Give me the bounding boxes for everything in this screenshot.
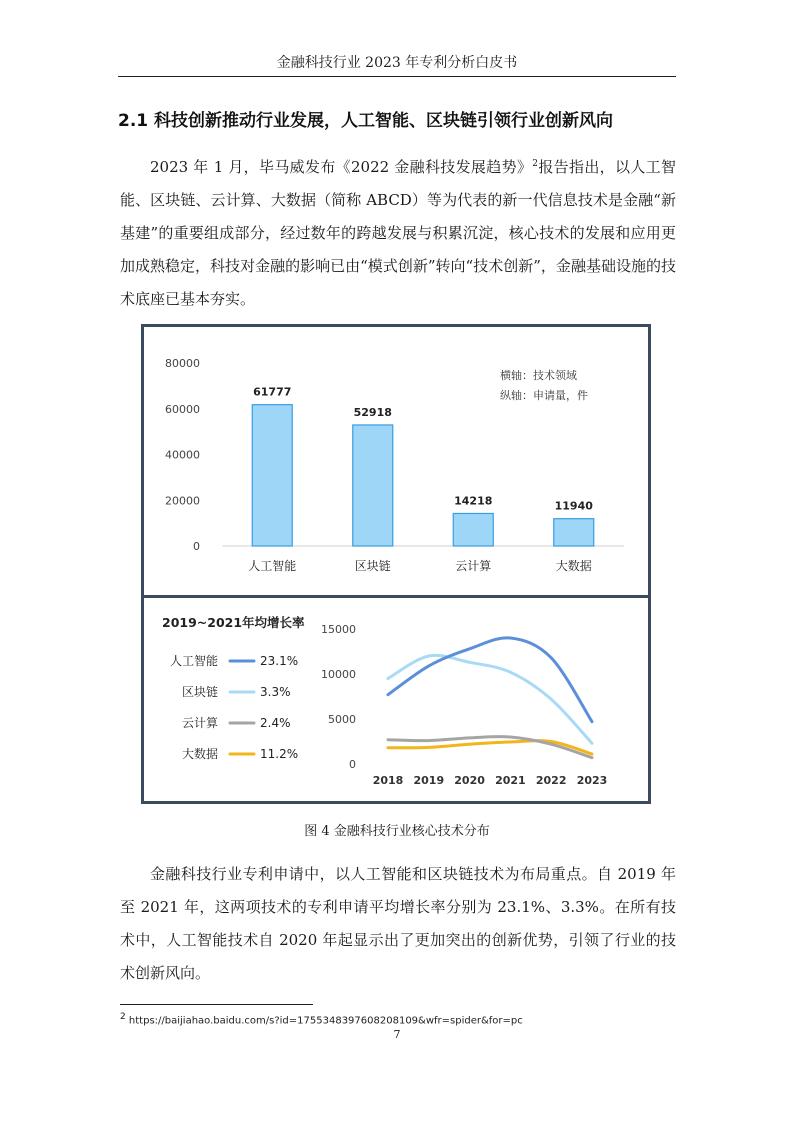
bar-chart xyxy=(144,327,648,593)
bar-category-label: 人工智能 xyxy=(248,559,297,573)
legend-series-name: 人工智能 xyxy=(169,654,218,668)
header-rule xyxy=(118,76,676,77)
bar-y-tick-label: 80000 xyxy=(165,357,200,370)
bar-1 xyxy=(252,405,292,546)
paragraph-intro xyxy=(120,148,676,316)
bar-3 xyxy=(453,513,493,546)
bar-annotation-x: 横轴：技术领域 xyxy=(500,369,577,382)
line-x-tick-label: 2020 xyxy=(454,774,485,787)
bar-y-tick-label: 20000 xyxy=(165,494,200,508)
footnote-rule xyxy=(120,1004,313,1005)
section-heading: 2.1 科技创新推动行业发展，人工智能、区块链引领行业创新风向 xyxy=(118,111,614,131)
figure-caption: 图 4 金融科技行业核心技术分布 xyxy=(304,824,490,839)
footnote-link[interactable]: https://baijiahao.baidu.com/s?id=1755348397608208109&wfr=spider&for=pc xyxy=(128,1015,523,1027)
bar-data-label: 52918 xyxy=(353,405,392,419)
bar-y-tick-label: 0 xyxy=(193,540,200,553)
line-y-tick-label: 15000 xyxy=(321,623,356,636)
bar-category-label: 云计算 xyxy=(455,559,492,573)
figure-tech-distribution xyxy=(141,324,651,804)
bar-category-label: 大数据 xyxy=(555,559,592,573)
legend-series-name: 大数据 xyxy=(181,747,218,761)
running-header: 金融科技行业 2023 年专利分析白皮书 xyxy=(276,55,518,71)
line-chart-title: 2019~2021年均增长率 xyxy=(162,615,305,630)
legend-growth-rate: 23.1% xyxy=(260,654,299,668)
page-number: 7 xyxy=(393,1028,401,1041)
footnote-number: 2 xyxy=(120,1012,126,1022)
legend-series-name: 云计算 xyxy=(181,716,218,730)
paragraph-intro-part1: 2023 年 1 月，毕马威发布《2022 金融科技发展趋势》 xyxy=(150,158,533,176)
line-x-tick-label: 2018 xyxy=(372,774,404,787)
bar-y-tick-label: 60000 xyxy=(165,402,200,416)
bar-2 xyxy=(353,425,393,546)
bar-category-label: 区块链 xyxy=(354,559,391,573)
legend-series-name: 区块链 xyxy=(181,685,218,699)
line-x-tick-label: 2022 xyxy=(535,774,567,787)
footnote xyxy=(120,1012,523,1026)
line-x-tick-label: 2019 xyxy=(413,774,445,787)
line-chart xyxy=(144,598,648,804)
paragraph-analysis: 金融科技行业专利申请中，以人工智能和区块链技术为布局重点。自 2019 年至 2021 年，这两项技术的专利申请平均增长率分别为 23.1%、3.3%。在所有技术中，人工智能技术自 2020 年起显示出了更加突出的创新优势，引领了行业的技术创新风向。 xyxy=(120,865,676,982)
line-y-tick-label: 5000 xyxy=(328,713,356,726)
legend-growth-rate: 2.4% xyxy=(260,716,291,730)
legend-growth-rate: 3.3% xyxy=(260,685,291,699)
footnote-reference[interactable]: 2 xyxy=(532,159,538,169)
paragraph-intro-part2: 报告指出，以人工智能、区块链、云计算、大数据（简称 ABCD）等为代表的新一代信息技术是金融“新基建”的重要组成部分，经过数年的跨越发展与积累沉淀，核心技术的发展和应用更加成熟稳定，科技对金融的影响已由“模式创新”转向“技术创新”，金融基础设施的技术底座已基本夯实。 xyxy=(120,158,676,308)
bar-data-label: 61777 xyxy=(253,385,292,399)
line-x-tick-label: 2021 xyxy=(495,774,526,787)
line-y-tick-label: 0 xyxy=(349,758,356,771)
line-y-tick-label: 10000 xyxy=(321,668,356,681)
bar-annotation-y: 纵轴：申请量，件 xyxy=(500,389,588,402)
line-x-tick-label: 2023 xyxy=(576,774,608,787)
legend-growth-rate: 11.2% xyxy=(260,747,299,761)
bar-4 xyxy=(554,519,594,546)
bar-data-label: 11940 xyxy=(554,499,593,513)
bar-data-label: 14218 xyxy=(454,494,493,508)
bar-y-tick-label: 40000 xyxy=(165,448,200,462)
